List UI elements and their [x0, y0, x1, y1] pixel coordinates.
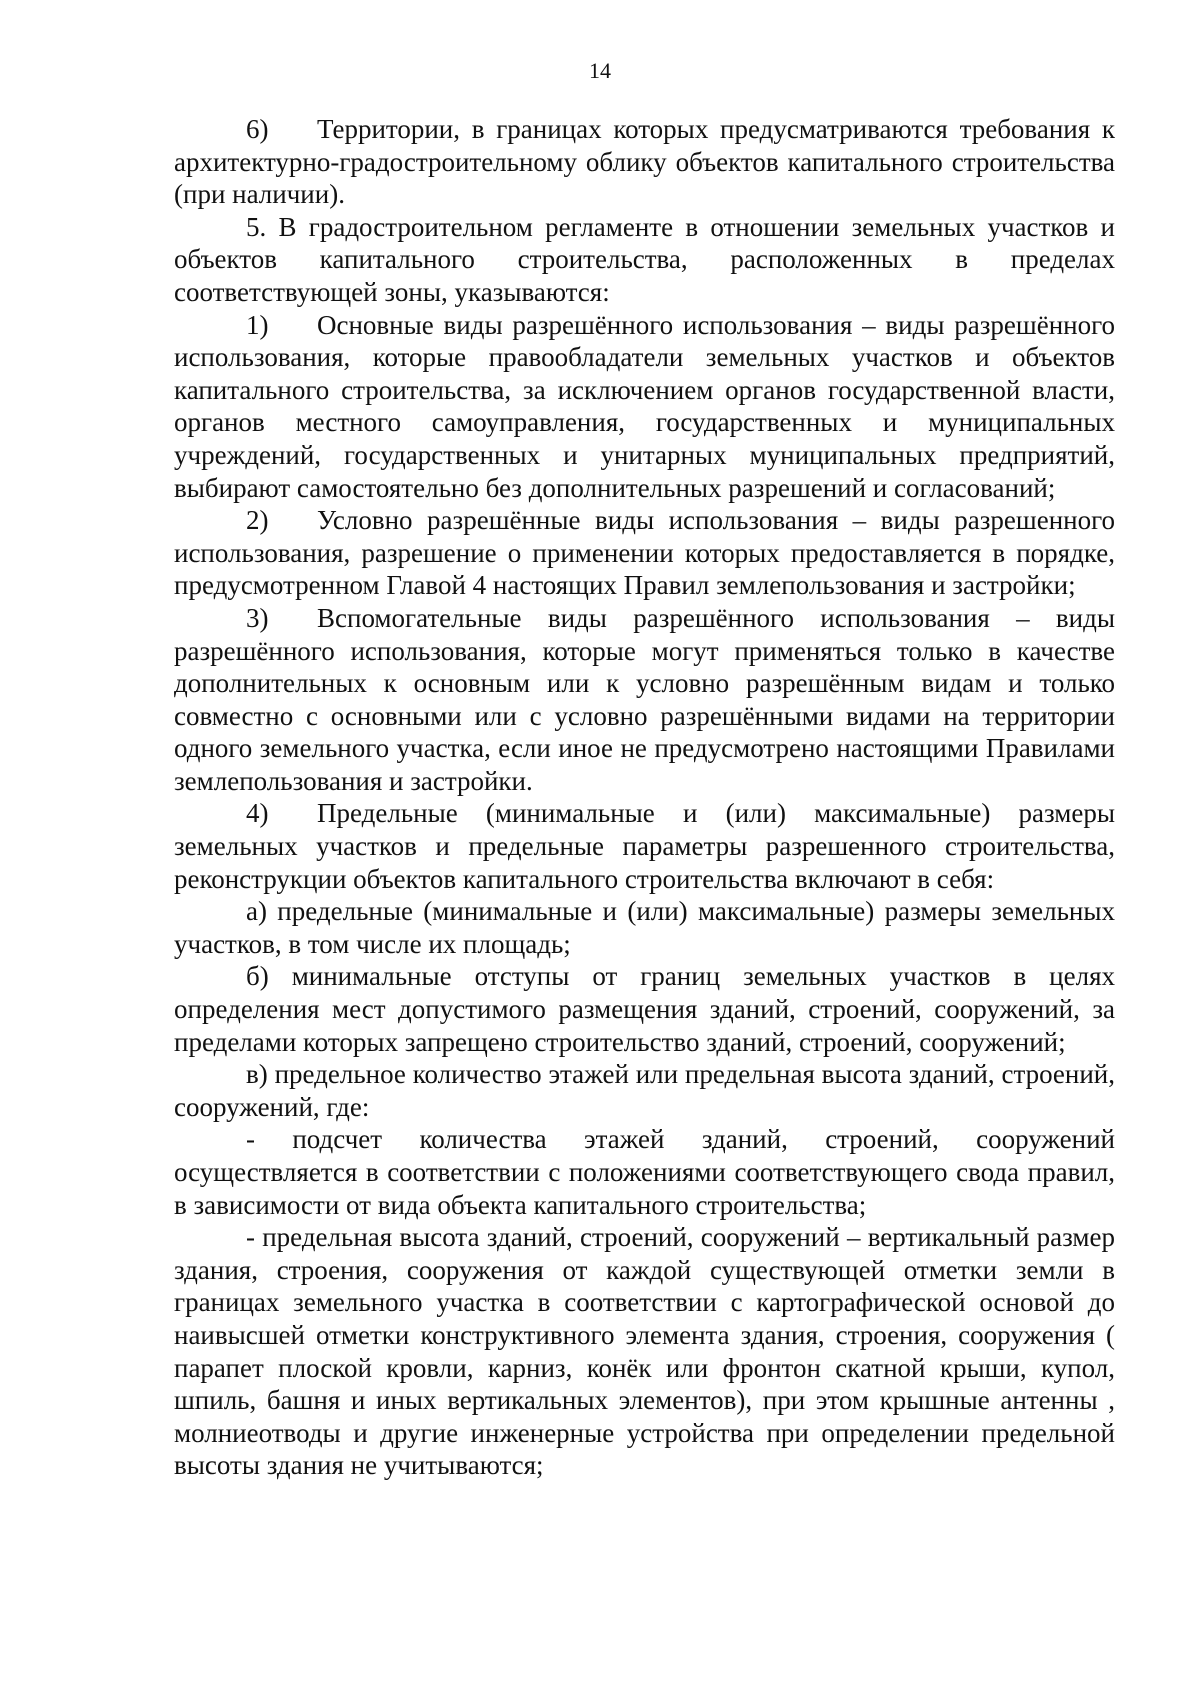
paragraph-text: Условно разрешённые виды использования – виды разрешенного использования, разрешение о применении которых предоставляется в порядке, предусмотренном Главой 4 настоящих Правил землепользования и застройки;: [174, 505, 1115, 601]
paragraph-subitem-a: [174, 895, 1115, 960]
item-number: 3): [246, 602, 269, 633]
paragraph-item-2: [174, 504, 1115, 602]
paragraph-text: Основные виды разрешённого использования – виды разрешённого использования, которые правообладатели земельных участков и объектов капитального строительства, за исключением органов государственной власти, органов местного самоуправления, государственных и муниципальных учреждений, государственных и унитарных муниципальных предприятий, выбирают самостоятельно без дополнительных разрешений и согласований;: [174, 309, 1115, 503]
paragraph-subitem-v: [174, 1058, 1115, 1123]
item-number: 4): [246, 798, 269, 829]
paragraph-text: в) предельное количество этажей или предельная высота зданий, строений, сооружений, где:: [174, 1059, 1115, 1122]
paragraph-item-4: [174, 797, 1115, 895]
paragraph-text: - предельная высота зданий, строений, сооружений – вертикальный размер здания, строения, сооружения от каждой существующей отметки земли в границах земельного участка в соответствии с картографической основой до наивысшей отметки конструктивного элемента здания, строения, сооружения ( парапет плоской кровли, карниз, конёк или фронтон скатной крыши, купол, шпиль, башня и иных вертикальных элементов), при этом крышные антенны , молниеотводы и другие инженерные устройства при определении предельной высоты здания не учитываются;: [174, 1222, 1115, 1481]
paragraph-text: а) предельные (минимальные и (или) максимальные) размеры земельных участков, в том числе их площадь;: [174, 896, 1115, 959]
paragraph-item-3: [174, 602, 1115, 798]
paragraph-dash-height: [174, 1221, 1115, 1482]
paragraph-text: - подсчет количества этажей зданий, строений, сооружений осуществляется в соответствии с положениями соответствующего свода правил, в зависимости от вида объекта капитального строительства;: [174, 1124, 1115, 1220]
paragraph-text: б) минимальные отступы от границ земельных участков в целях определения мест допустимого размещения зданий, строений, сооружений, за пределами которых запрещено строительство зданий, строений, сооружений;: [174, 961, 1115, 1057]
page-number: 14: [589, 58, 611, 83]
paragraph-subitem-b: [174, 960, 1115, 1058]
document-body: [174, 113, 1115, 1482]
paragraph-item-1: [174, 309, 1115, 505]
paragraph-text: 5. В градостроительном регламенте в отношении земельных участков и объектов капитального строительства, расположенных в пределах соответствующей зоны, указываются:: [174, 211, 1115, 307]
paragraph-clause-5: [174, 211, 1115, 309]
item-number: 2): [246, 505, 269, 536]
paragraph-text: Территории, в границах которых предусматриваются требования к архитектурно-градостроительному облику объектов капитального строительства (при наличии).: [174, 114, 1115, 210]
paragraph-text: Предельные (минимальные и (или) максимальные) размеры земельных участков и предельные параметры разрешенного строительства, реконструкции объектов капитального строительства включают в себя:: [174, 798, 1115, 894]
paragraph-item-6: [174, 113, 1115, 211]
item-number: 1): [246, 309, 269, 340]
paragraph-dash-floors: [174, 1123, 1115, 1221]
paragraph-text: Вспомогательные виды разрешённого использования – виды разрешённого использования, которые могут применяться только в качестве дополнительных к основным или к условно разрешённым видам и только совместно с основными или с условно разрешёнными видами на территории одного земельного участка, если иное не предусмотрено настоящими Правилами землепользования и застройки.: [174, 602, 1115, 796]
item-number: 6): [246, 114, 269, 144]
